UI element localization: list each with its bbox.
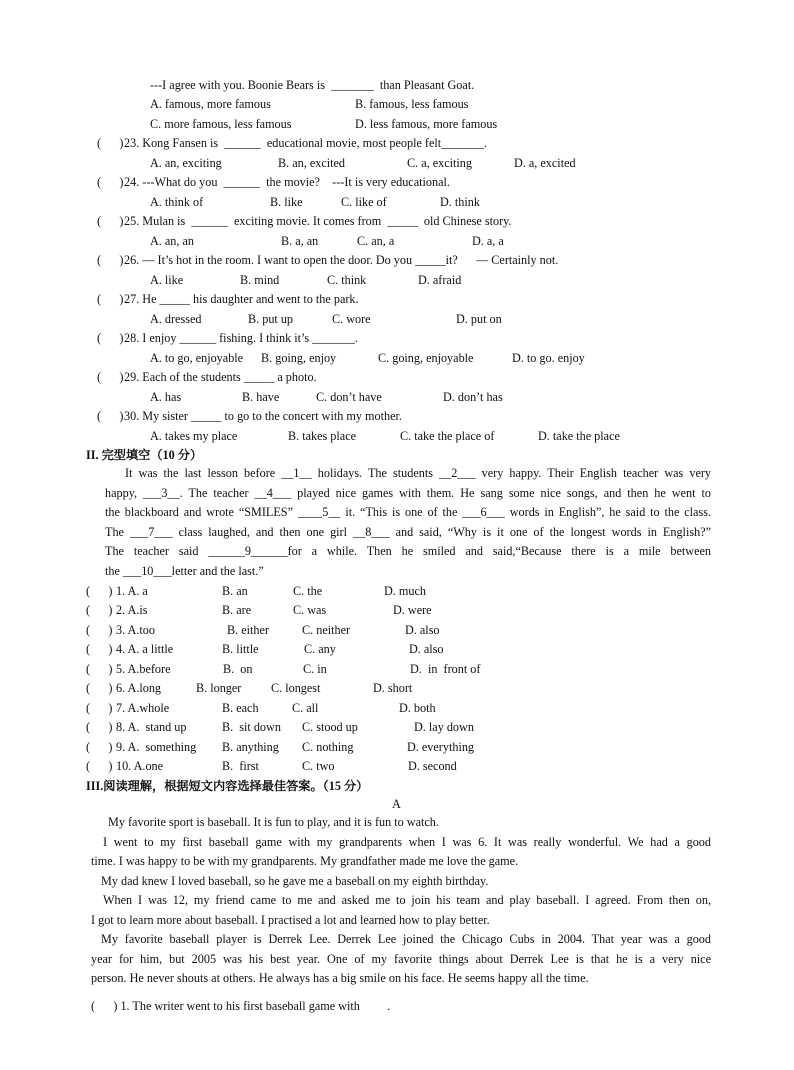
q26-option-a: A. like (150, 273, 184, 287)
passage-line: My favorite baseball player is Derrek Lee. Derrek Lee joined the Chicago Cubs in 2004. That year was a good (101, 932, 711, 946)
q28-option-a: A. to go, enjoyable (150, 351, 244, 365)
cloze-q9-d: D. everything (407, 740, 475, 754)
q25-option-b: B. a, an (281, 234, 319, 248)
answer-bracket[interactable]: ( ) (86, 720, 113, 734)
passage-line: time. I was happy to be with my grandparents. My grandfather made me love the game. (91, 854, 519, 868)
q29-option-b: B. have (242, 390, 280, 404)
cloze-q3-a: 3. A.too (116, 623, 155, 637)
q23-option-d: D. a, excited (514, 156, 576, 170)
reading-passage (91, 813, 711, 989)
q24-stem: 24. ---What do you ______ the movie? ---It is very educational. (124, 175, 450, 189)
cloze-q4-b: B. little (222, 642, 259, 656)
cloze-q9-b: B. anything (222, 740, 279, 754)
answer-bracket[interactable]: ( ) (86, 759, 113, 773)
q28-option-d: D. to go. enjoy (512, 351, 585, 365)
passage-line: person. He never shouts at others. He always has a big smile on his face. He seems happy all the time. (91, 971, 589, 985)
q26-option-c: C. think (327, 273, 367, 287)
cloze-q7-c: C. all (292, 701, 319, 715)
passage-line: happy, ___3__. The teacher __4___ played nice games with them. He sang some nice songs, and then he went to (105, 485, 711, 500)
q30-option-a: A. takes my place (150, 429, 238, 443)
q27-stem: 27. He _____ his daughter and went to the park. (124, 292, 359, 306)
cloze-q10-a: 10. A.one (116, 759, 164, 773)
cloze-q1-c: C. the (293, 584, 323, 598)
q22-option-d: D. less famous, more famous (355, 117, 498, 131)
answer-bracket[interactable]: ( ) (86, 623, 113, 637)
q23-option-c: C. a, exciting (407, 156, 472, 170)
q23-stem: 23. Kong Fansen is ______ educational movie, most people felt_______. (124, 136, 487, 150)
cloze-q9-a: 9. A. something (116, 740, 197, 754)
cloze-q1-a: 1. A. a (116, 584, 148, 598)
cloze-q6-c: C. longest (271, 681, 321, 695)
q29-option-c: C. don’t have (316, 390, 382, 404)
q29-option-d: D. don’t has (443, 390, 503, 404)
passage-line: I went to my first baseball game with my grandparents when I was 6. It was really wonderful. We had a good (103, 834, 711, 849)
cloze-q8-a: 8. A. stand up (116, 720, 187, 734)
passage-line: I got to learn more about baseball. I practised a lot and learned how to play better. (91, 912, 490, 927)
passage-para: My dad knew I loved baseball, so he gave me a baseball on my eighth birthday. (101, 873, 489, 888)
answer-bracket[interactable]: ( ) (86, 701, 113, 715)
cloze-q10-d: D. second (408, 759, 457, 773)
answer-bracket[interactable]: ( ) (97, 370, 124, 384)
passage-line: year for him, but 2005 was his best year. One of my favorite things about Derrek Lee is that he is a very nice (91, 951, 711, 966)
section-3-title: III.阅读理解，根据短文内容选择最佳答案。（15 分） (86, 779, 369, 793)
q29-option-a: A. has (150, 390, 182, 404)
q24-option-c: C. like of (341, 195, 387, 209)
q25-option-c: C. an, a (357, 234, 395, 248)
q25-option-a: A. an, an (150, 234, 194, 248)
q30-option-c: C. take the place of (400, 429, 495, 443)
cloze-q7-b: B. each (222, 701, 259, 715)
passage-para: My favorite sport is baseball. It is fun to play, and it is fun to watch. (108, 815, 439, 829)
section-2-title: II. 完型填空（10 分） (86, 448, 203, 462)
passage-line: It was the last lesson before __1__ holidays. The students __2___ very happy. Their English teacher was very (125, 466, 711, 480)
answer-bracket[interactable]: ( ) (97, 175, 124, 189)
q22-option-c: C. more famous, less famous (150, 117, 292, 131)
cloze-q10-b: B. first (222, 759, 259, 773)
answer-bracket[interactable]: ( ) (97, 214, 124, 228)
cloze-q10-c: C. two (302, 759, 335, 773)
q30-option-b: B. takes place (288, 429, 357, 443)
answer-bracket[interactable]: ( ) (97, 292, 124, 306)
answer-bracket[interactable]: ( ) (86, 681, 113, 695)
q28-option-b: B. going, enjoy (261, 351, 337, 365)
cloze-q6-a: 6. A.long (116, 681, 162, 695)
q24-option-d: D. think (440, 195, 480, 209)
q26-option-d: D. afraid (418, 273, 462, 287)
cloze-q5-a: 5. A.before (116, 662, 171, 676)
q25-option-d: D. a, a (472, 234, 504, 248)
cloze-q3-c: C. neither (302, 623, 351, 637)
answer-bracket[interactable]: ( ) (97, 331, 124, 345)
cloze-passage (105, 464, 711, 581)
cloze-q2-b: B. are (222, 603, 252, 617)
reading-q1: ( ) 1. The writer went to his first baseball game with . (91, 999, 391, 1013)
cloze-q4-d: D. also (409, 642, 444, 656)
cloze-q3-d: D. also (405, 623, 440, 637)
cloze-q7-d: D. both (399, 701, 436, 715)
passage-line: The ___7___ class laughed, and then one girl __8___ and said, “Why is it one of the longest words in English?” (105, 524, 711, 539)
cloze-q9-c: C. nothing (302, 740, 354, 754)
q27-option-a: A. dressed (150, 312, 202, 326)
cloze-q2-d: D. were (393, 603, 432, 617)
q24-option-b: B. like (270, 195, 303, 209)
q30-option-d: D. take the place (538, 429, 620, 443)
cloze-q8-b: B. sit down (222, 720, 281, 734)
answer-bracket[interactable]: ( ) (86, 603, 113, 617)
q24-option-a: A. think of (150, 195, 204, 209)
answer-bracket[interactable]: ( ) (97, 409, 124, 423)
passage-line: The teacher said ______9______for a while. Then he smiled and said,“Because there is a mile between (105, 544, 711, 558)
q23-option-b: B. an, excited (278, 156, 346, 170)
answer-bracket[interactable]: ( ) (97, 253, 124, 267)
q28-stem: 28. I enjoy ______ fishing. I think it’s _______. (124, 331, 358, 345)
q22-stem: ---I agree with you. Boonie Bears is _______ than Pleasant Goat. (150, 78, 475, 92)
cloze-q6-b: B. longer (196, 681, 242, 695)
cloze-q4-c: C. any (304, 642, 336, 656)
answer-bracket[interactable]: ( ) (86, 584, 113, 598)
cloze-q2-c: C. was (293, 603, 327, 617)
passage-line: the blackboard and wrote “SMILES” ____5__ it. “This is one of the ___6___ words in English”, he said to the class. (105, 505, 711, 519)
cloze-q1-d: D. much (384, 584, 426, 598)
answer-bracket[interactable]: ( ) (97, 136, 124, 150)
q26-stem: 26. — It’s hot in the room. I want to open the door. Do you _____it? — Certainly not. (124, 253, 559, 267)
passage-line: When I was 12, my friend came to me and asked me to join his team and play baseball. I agreed. From then on, (103, 893, 711, 907)
answer-bracket[interactable]: ( ) (86, 642, 113, 656)
cloze-q8-d: D. lay down (414, 720, 474, 734)
cloze-q4-a: 4. A. a little (116, 642, 174, 656)
cloze-q2-a: 2. A.is (116, 603, 148, 617)
passage-line: the ___10___letter and the last.” (105, 563, 264, 578)
answer-bracket[interactable]: ( ) (86, 740, 113, 754)
q26-option-b: B. mind (240, 273, 280, 287)
q29-stem: 29. Each of the students _____ a photo. (124, 370, 317, 384)
cloze-q6-d: D. short (373, 681, 413, 695)
cloze-q8-c: C. stood up (302, 720, 358, 734)
q23-option-a: A. an, exciting (150, 156, 222, 170)
cloze-q5-b: B. on (223, 662, 253, 676)
q27-option-c: C. wore (332, 312, 371, 326)
cloze-q1-b: B. an (222, 584, 248, 598)
cloze-q5-d: D. in front of (410, 662, 481, 676)
q22-option-b: B. famous, less famous (355, 97, 469, 111)
q25-stem: 25. Mulan is ______ exciting movie. It comes from _____ old Chinese story. (124, 214, 512, 228)
cloze-q7-a: 7. A.whole (116, 701, 170, 715)
q30-stem: 30. My sister _____ to go to the concert with my mother. (124, 409, 402, 423)
cloze-q3-b: B. either (227, 623, 269, 637)
passage-label: A (392, 797, 401, 811)
q27-option-d: D. put on (456, 312, 502, 326)
q27-option-b: B. put up (248, 312, 294, 326)
answer-bracket[interactable]: ( ) (86, 662, 113, 676)
cloze-q5-c: C. in (303, 662, 327, 676)
q28-option-c: C. going, enjoyable (378, 351, 474, 365)
q22-option-a: A. famous, more famous (150, 97, 271, 111)
